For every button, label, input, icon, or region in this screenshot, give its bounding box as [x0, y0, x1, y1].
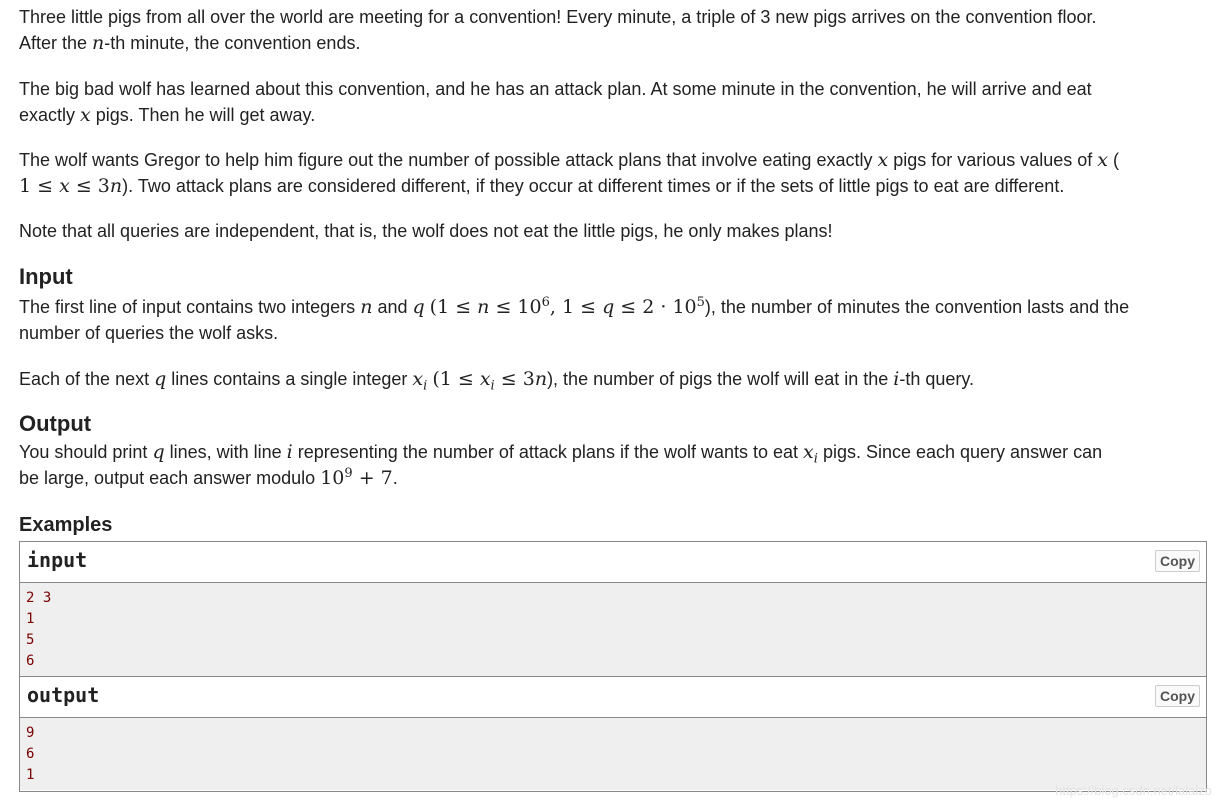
input-example-label: input	[27, 548, 88, 572]
text: After the	[19, 33, 93, 53]
output-section-title: Output	[19, 411, 92, 436]
statement-paragraph-4: Note that all queries are independent, that is, the wolf does not eat the little pigs, he only makes plans!	[19, 221, 833, 241]
input-line: 5	[26, 632, 35, 648]
output-line: 1	[26, 767, 35, 783]
input-example-content	[20, 583, 1206, 677]
text: ), the number of pigs the wolf will eat in the	[547, 369, 894, 389]
text: -th minute, the convention ends.	[104, 33, 361, 53]
text: lines contains a single integer	[166, 369, 413, 389]
text: pigs for various values of	[888, 150, 1098, 170]
text: pigs. Then he will get away.	[90, 105, 316, 125]
input-paragraph-1: The first line of input contains two integers n and q ($1 \le n \le 10^6$, $1 \le q \le 2 \cdot 10^5$), the number of minutes the convention lasts and the number of queries the wolf asks.	[19, 295, 1130, 343]
text: representing the number of attack plans if the wolf wants to eat	[292, 442, 804, 462]
statement-paragraph-2: The big bad wolf has learned about this convention, and he has an attack plan. At some minute in the convention, he will arrive and eat exactly x pigs. Then he will get away.	[19, 79, 1092, 126]
text: -th query.	[899, 369, 975, 389]
input-line: 2 3	[26, 590, 52, 606]
input-line: 1	[26, 611, 35, 627]
output-line: 6	[26, 746, 35, 762]
text: Each of the next	[19, 369, 155, 389]
output-example-label: output	[27, 683, 100, 707]
output-paragraph: You should print q lines, with line i representing the number of attack plans if the wolf wants to eat $x_i$ pigs. Since each query answer can be large, output each answer modulo $10^9 + 7$.	[19, 441, 1103, 489]
statement-paragraph-1: Three little pigs from all over the world are meeting for a convention! Every minute, a triple of 3 new pigs arrives on the convention floor. After the n-th minute, the convention ends.	[19, 7, 1097, 54]
text: number of queries the wolf asks.	[19, 323, 279, 343]
copy-output-button[interactable]: Copy	[1155, 685, 1200, 707]
text: lines, with line	[164, 442, 287, 462]
examples-title: Examples	[19, 514, 113, 536]
output-example-header	[20, 677, 1206, 718]
text: The wolf wants Gregor to help him figure out the number of possible attack plans that involve eating exactly	[19, 150, 878, 170]
text: You should print	[19, 442, 153, 462]
text: and	[372, 297, 413, 317]
text: ), the number of minutes the convention lasts and the	[704, 297, 1130, 317]
text: be large, output each answer modulo	[19, 468, 321, 488]
output-example-content	[20, 718, 1206, 790]
output-line: 9	[26, 725, 35, 741]
examples-box	[19, 541, 1207, 792]
text: pigs. Since each query answer can	[817, 442, 1103, 462]
input-paragraph-2: Each of the next q lines contains a single integer $x_i$ $(1 \le x_i \le 3n)$, the number of pigs the wolf will eat in the i-th query.	[19, 368, 975, 394]
input-line: 6	[26, 653, 35, 669]
input-section-title: Input	[19, 264, 73, 289]
text: The big bad wolf has learned about this convention, and he has an attack plan. At some minute in the convention, he will arrive and eat	[19, 79, 1092, 99]
watermark-text: https://blog.csdn.net/lalalzo	[1055, 783, 1212, 798]
input-example-header	[20, 542, 1206, 583]
statement-paragraph-3: The wolf wants Gregor to help him figure out the number of possible attack plans that involve eating exactly x pigs for various values of x ( 1 ≤ x ≤ 3n). Two attack plans are considered different, if they occur at different times or if the sets of little pigs to eat are different.	[19, 149, 1120, 197]
copy-input-button[interactable]: Copy	[1155, 550, 1200, 572]
text: ). Two attack plans are considered different, if they occur at different times or if the sets of little pigs to eat are different.	[122, 176, 1065, 196]
text: exactly	[19, 105, 81, 125]
text: The first line of input contains two integers	[19, 297, 361, 317]
text: (	[1108, 150, 1120, 170]
text: Three little pigs from all over the world are meeting for a convention! Every minute, a triple of 3 new pigs arrives on the convention floor.	[19, 7, 1097, 27]
